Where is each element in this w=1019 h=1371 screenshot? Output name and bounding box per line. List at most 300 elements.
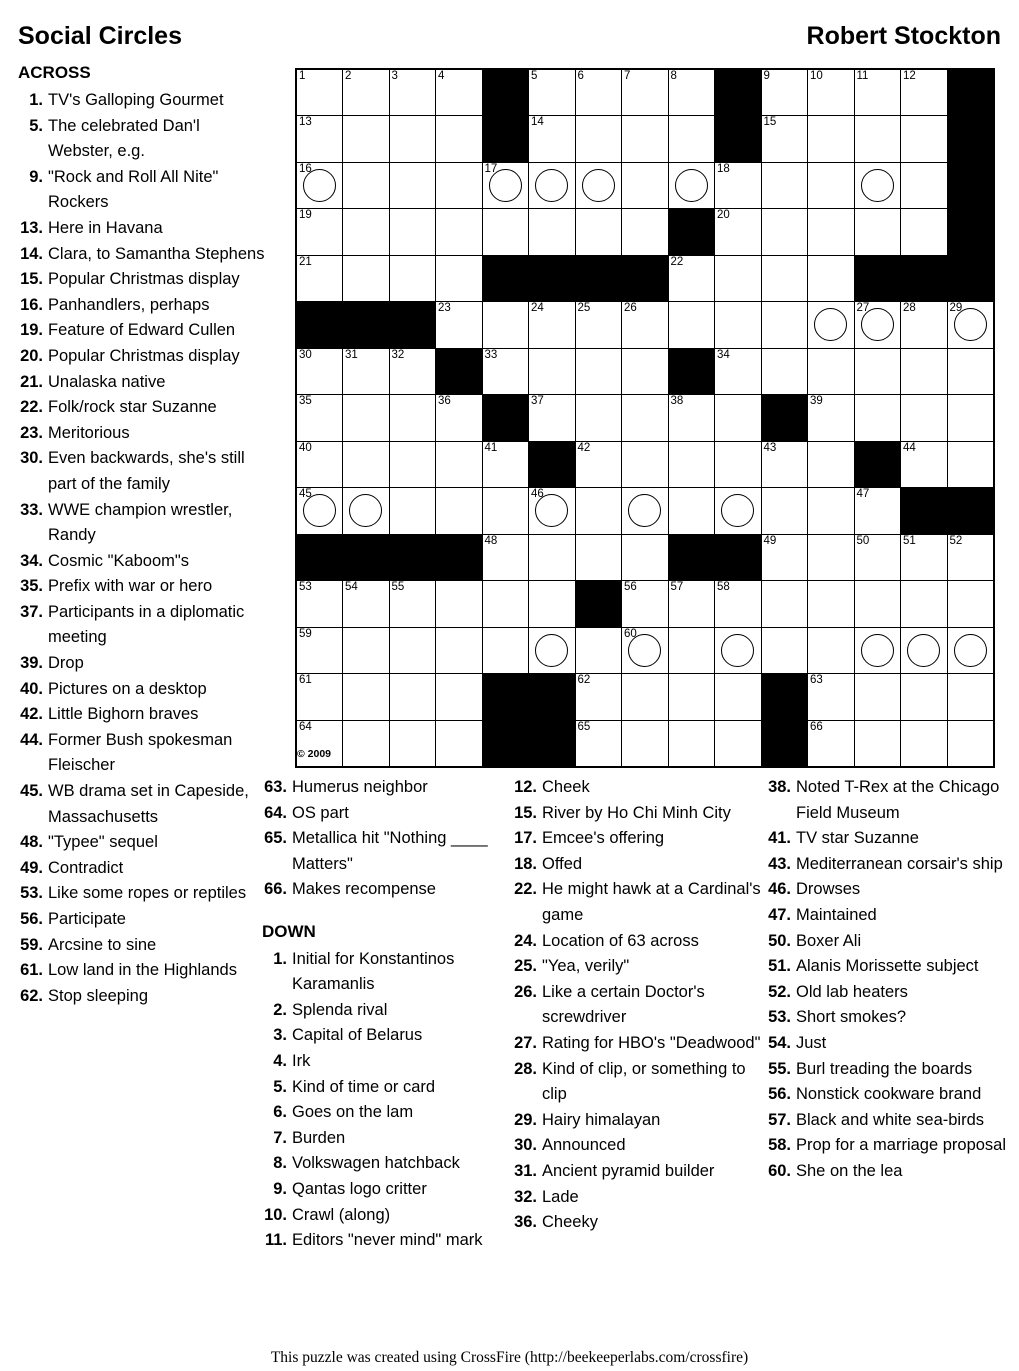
grid-cell-number: 1	[299, 70, 306, 82]
grid-cell[interactable]	[715, 581, 762, 628]
grid-cell[interactable]	[575, 534, 622, 581]
grid-cell-block	[668, 348, 715, 395]
clue-item[interactable]	[18, 958, 268, 984]
grid-cell[interactable]	[389, 162, 436, 209]
grid-cell-block	[715, 69, 762, 116]
clue-item[interactable]	[766, 1108, 1011, 1134]
grid-cell[interactable]	[296, 69, 343, 116]
grid-cell[interactable]	[761, 116, 808, 163]
grid-cell[interactable]	[668, 488, 715, 535]
grid-cell[interactable]	[854, 69, 901, 116]
grid-cell[interactable]	[901, 116, 948, 163]
grid-cell[interactable]	[389, 627, 436, 674]
clue-item[interactable]	[766, 826, 1011, 852]
clue-item[interactable]	[766, 775, 1011, 826]
grid-cell[interactable]	[389, 116, 436, 163]
grid-cell[interactable]	[901, 720, 948, 767]
grid-cell[interactable]	[622, 162, 669, 209]
grid-cell[interactable]	[296, 209, 343, 256]
grid-cell[interactable]	[901, 581, 948, 628]
clue-item[interactable]	[512, 980, 764, 1031]
grid-cell[interactable]	[808, 441, 855, 488]
clue-item[interactable]	[18, 651, 268, 677]
grid-cell[interactable]	[296, 395, 343, 442]
grid-cell[interactable]	[436, 720, 483, 767]
grid-cell[interactable]	[761, 209, 808, 256]
grid-cell[interactable]	[715, 209, 762, 256]
clue-item[interactable]	[262, 1126, 510, 1152]
grid-cell[interactable]	[436, 488, 483, 535]
grid-cell[interactable]	[854, 627, 901, 674]
grid-cell[interactable]	[761, 581, 808, 628]
clue-item[interactable]	[18, 984, 268, 1010]
clue-item[interactable]	[18, 242, 268, 268]
grid-cell[interactable]	[622, 627, 669, 674]
grid-cell[interactable]	[761, 627, 808, 674]
grid-cell[interactable]	[482, 209, 529, 256]
clue-item[interactable]	[512, 775, 764, 801]
grid-cell-number: 27	[856, 302, 870, 314]
clue-item[interactable]	[766, 1133, 1011, 1159]
grid-cell[interactable]	[808, 116, 855, 163]
grid-cell[interactable]	[296, 488, 343, 535]
grid-cell[interactable]	[761, 348, 808, 395]
grid-cell[interactable]	[761, 441, 808, 488]
grid-cell-block	[761, 395, 808, 442]
clue-item[interactable]	[766, 929, 1011, 955]
grid-cell[interactable]	[808, 581, 855, 628]
grid-cell[interactable]	[901, 209, 948, 256]
grid-cell[interactable]	[854, 720, 901, 767]
grid-cell[interactable]	[622, 720, 669, 767]
grid-cell[interactable]	[343, 162, 390, 209]
grid-cell[interactable]	[575, 116, 622, 163]
grid-cell[interactable]	[808, 488, 855, 535]
clue-item[interactable]	[512, 929, 764, 955]
grid-cell[interactable]	[622, 209, 669, 256]
grid-cell[interactable]	[854, 395, 901, 442]
circle-marker-icon	[721, 494, 754, 527]
grid-cell[interactable]	[947, 720, 994, 767]
grid-cell[interactable]	[808, 395, 855, 442]
grid-cell[interactable]	[901, 395, 948, 442]
grid-cell[interactable]	[343, 627, 390, 674]
clue-item[interactable]	[262, 1100, 510, 1126]
clue-item[interactable]	[18, 88, 268, 114]
grid-cell[interactable]	[668, 116, 715, 163]
grid-cell[interactable]	[529, 162, 576, 209]
clue-item[interactable]	[766, 954, 1011, 980]
clue-item[interactable]	[262, 1049, 510, 1075]
grid-cell[interactable]	[715, 395, 762, 442]
grid-cell-block	[668, 209, 715, 256]
grid-cell[interactable]	[854, 488, 901, 535]
clue-item[interactable]	[512, 954, 764, 980]
grid-cell[interactable]	[296, 581, 343, 628]
grid-cell[interactable]	[947, 581, 994, 628]
grid-cell[interactable]	[715, 162, 762, 209]
clue-text: "Typee" sequel	[48, 833, 158, 852]
grid-cell[interactable]	[808, 348, 855, 395]
grid-row	[296, 581, 994, 628]
grid-cell[interactable]	[668, 581, 715, 628]
grid-cell-number: 13	[299, 116, 312, 128]
clue-number: 29.	[514, 1110, 537, 1129]
clue-item[interactable]	[262, 1203, 510, 1229]
clue-number: 43.	[768, 854, 791, 873]
clue-item[interactable]	[766, 1159, 1011, 1185]
grid-cell[interactable]	[622, 395, 669, 442]
grid-cell-block	[575, 255, 622, 302]
grid-cell[interactable]	[622, 116, 669, 163]
grid-cell[interactable]	[901, 441, 948, 488]
grid-cell[interactable]	[343, 720, 390, 767]
grid-cell[interactable]	[389, 488, 436, 535]
clue-item[interactable]	[18, 677, 268, 703]
clue-item[interactable]	[18, 907, 268, 933]
grid-cell[interactable]	[389, 209, 436, 256]
clue-item[interactable]	[18, 370, 268, 396]
grid-cell[interactable]	[575, 348, 622, 395]
grid-cell[interactable]	[436, 441, 483, 488]
grid-cell[interactable]	[343, 209, 390, 256]
grid-cell[interactable]	[436, 116, 483, 163]
clue-item[interactable]	[18, 779, 268, 830]
grid-cell[interactable]	[529, 348, 576, 395]
grid-cell[interactable]	[901, 534, 948, 581]
clue-item[interactable]	[512, 1159, 764, 1185]
clue-item[interactable]	[262, 1023, 510, 1049]
clue-item[interactable]	[262, 998, 510, 1024]
grid-cell[interactable]	[622, 674, 669, 721]
clue-item[interactable]	[766, 852, 1011, 878]
grid-cell[interactable]	[808, 627, 855, 674]
clue-item[interactable]	[18, 574, 268, 600]
grid-cell[interactable]	[343, 255, 390, 302]
grid-cell-number: 15	[763, 116, 777, 128]
grid-cell[interactable]	[901, 69, 948, 116]
grid-cell[interactable]	[668, 69, 715, 116]
grid-cell[interactable]	[343, 488, 390, 535]
grid-cell[interactable]	[715, 348, 762, 395]
grid-cell[interactable]	[575, 69, 622, 116]
grid-cell[interactable]	[901, 162, 948, 209]
grid-cell[interactable]	[622, 534, 669, 581]
grid-cell[interactable]	[715, 488, 762, 535]
grid-cell-number: 11	[856, 70, 869, 82]
grid-cell[interactable]	[436, 302, 483, 349]
grid-cell[interactable]	[668, 627, 715, 674]
grid-cell[interactable]	[901, 674, 948, 721]
grid-cell[interactable]	[622, 348, 669, 395]
grid-cell[interactable]	[436, 581, 483, 628]
grid-cell[interactable]	[389, 720, 436, 767]
grid-cell[interactable]	[482, 488, 529, 535]
grid-cell[interactable]	[854, 302, 901, 349]
clue-item[interactable]	[18, 856, 268, 882]
grid-cell[interactable]	[343, 116, 390, 163]
grid-cell[interactable]	[575, 441, 622, 488]
grid-cell-number: 26	[624, 302, 637, 314]
clue-item[interactable]	[766, 1057, 1011, 1083]
grid-cell[interactable]	[622, 441, 669, 488]
grid-cell[interactable]	[947, 441, 994, 488]
grid-cell[interactable]	[947, 534, 994, 581]
grid-cell[interactable]	[947, 627, 994, 674]
grid-cell[interactable]	[389, 348, 436, 395]
clue-text: Old lab heaters	[796, 982, 908, 1001]
grid-cell[interactable]	[296, 627, 343, 674]
grid-cell[interactable]	[436, 162, 483, 209]
clue-item[interactable]	[766, 1082, 1011, 1108]
grid-cell[interactable]	[389, 581, 436, 628]
grid-cell[interactable]	[761, 302, 808, 349]
clue-item[interactable]	[18, 600, 268, 651]
clue-number: 35.	[20, 577, 43, 596]
grid-cell[interactable]	[808, 302, 855, 349]
clue-item[interactable]	[18, 216, 268, 242]
grid-cell[interactable]	[761, 488, 808, 535]
clue-item[interactable]	[18, 293, 268, 319]
grid-cell[interactable]	[761, 69, 808, 116]
grid-cell[interactable]	[529, 581, 576, 628]
clue-item[interactable]	[262, 1075, 510, 1101]
grid-cell[interactable]	[854, 534, 901, 581]
grid-cell-block	[482, 255, 529, 302]
grid-cell[interactable]	[808, 209, 855, 256]
clue-text: Feature of Edward Cullen	[48, 321, 236, 340]
clue-item[interactable]	[18, 933, 268, 959]
clue-item[interactable]	[262, 826, 510, 877]
grid-cell[interactable]	[761, 162, 808, 209]
grid-cell[interactable]	[808, 255, 855, 302]
grid-cell[interactable]	[854, 162, 901, 209]
grid-cell[interactable]	[947, 674, 994, 721]
grid-cell[interactable]	[668, 441, 715, 488]
grid-cell[interactable]	[529, 395, 576, 442]
grid-row	[296, 69, 994, 116]
grid-cell[interactable]	[622, 581, 669, 628]
clue-item[interactable]	[262, 775, 510, 801]
clue-item[interactable]	[766, 1005, 1011, 1031]
clue-item[interactable]	[18, 702, 268, 728]
grid-cell-number: 62	[577, 674, 591, 686]
grid-cell[interactable]	[436, 674, 483, 721]
grid-cell-number: 2	[345, 70, 352, 82]
grid-cell[interactable]	[808, 162, 855, 209]
grid-cell[interactable]	[575, 720, 622, 767]
grid-cell[interactable]	[529, 302, 576, 349]
clue-item[interactable]	[512, 801, 764, 827]
grid-cell[interactable]	[947, 348, 994, 395]
clue-item[interactable]	[512, 826, 764, 852]
grid-cell-block	[761, 720, 808, 767]
grid-cell[interactable]	[668, 255, 715, 302]
clue-item[interactable]	[766, 1031, 1011, 1057]
clue-item[interactable]	[18, 318, 268, 344]
clue-item[interactable]	[512, 1031, 764, 1057]
grid-cell[interactable]	[854, 116, 901, 163]
grid-cell[interactable]	[296, 162, 343, 209]
clue-item[interactable]	[18, 830, 268, 856]
clue-item[interactable]	[512, 1210, 764, 1236]
grid-cell[interactable]	[389, 674, 436, 721]
clue-item[interactable]	[18, 498, 268, 549]
clue-item[interactable]	[766, 903, 1011, 929]
clue-text: Cheek	[542, 778, 590, 796]
clue-number: 8.	[273, 1154, 287, 1173]
grid-cell[interactable]	[343, 395, 390, 442]
clue-item[interactable]	[18, 421, 268, 447]
grid-cell[interactable]	[575, 674, 622, 721]
grid-cell[interactable]	[715, 441, 762, 488]
clue-item[interactable]	[512, 1185, 764, 1211]
grid-cell[interactable]	[436, 395, 483, 442]
clue-item[interactable]	[512, 1108, 764, 1134]
clue-item[interactable]	[18, 344, 268, 370]
grid-cell[interactable]	[715, 720, 762, 767]
clue-text: Pictures on a desktop	[48, 679, 207, 698]
grid-cell[interactable]	[529, 534, 576, 581]
grid-cell[interactable]	[436, 209, 483, 256]
clue-item[interactable]	[18, 165, 268, 216]
clue-text: "Yea, verily"	[542, 957, 630, 976]
grid-cell[interactable]	[901, 302, 948, 349]
grid-cell[interactable]	[482, 162, 529, 209]
grid-cell[interactable]	[296, 348, 343, 395]
grid-cell[interactable]	[622, 488, 669, 535]
grid-cell[interactable]	[668, 302, 715, 349]
clue-item[interactable]	[262, 877, 510, 903]
clue-item[interactable]	[18, 446, 268, 497]
clue-item[interactable]	[262, 947, 510, 998]
grid-cell[interactable]	[389, 441, 436, 488]
grid-row	[296, 627, 994, 674]
grid-cell[interactable]	[343, 69, 390, 116]
grid-cell[interactable]	[529, 488, 576, 535]
clue-item[interactable]	[766, 877, 1011, 903]
grid-cell[interactable]	[575, 627, 622, 674]
circle-marker-icon	[954, 634, 987, 667]
grid-cell[interactable]	[854, 348, 901, 395]
clue-number: 44.	[20, 730, 43, 749]
clue-item[interactable]	[18, 549, 268, 575]
grid-cell[interactable]	[575, 162, 622, 209]
grid-cell[interactable]	[668, 395, 715, 442]
grid-cell[interactable]	[715, 627, 762, 674]
clue-item[interactable]	[766, 980, 1011, 1006]
grid-cell[interactable]	[296, 116, 343, 163]
grid-cell[interactable]	[529, 69, 576, 116]
clue-number: 31.	[514, 1161, 537, 1180]
grid-cell[interactable]	[947, 395, 994, 442]
grid-cell[interactable]	[808, 720, 855, 767]
grid-cell-block	[947, 255, 994, 302]
grid-cell[interactable]	[761, 255, 808, 302]
grid-cell[interactable]	[575, 302, 622, 349]
grid-cell[interactable]	[668, 674, 715, 721]
grid-cell[interactable]	[854, 674, 901, 721]
grid-cell[interactable]	[389, 255, 436, 302]
grid-cell[interactable]	[761, 534, 808, 581]
grid-cell[interactable]	[389, 69, 436, 116]
clue-item[interactable]	[18, 728, 268, 779]
grid-cell[interactable]	[436, 627, 483, 674]
clue-item[interactable]	[512, 1133, 764, 1159]
grid-cell[interactable]	[529, 116, 576, 163]
grid-cell[interactable]	[482, 302, 529, 349]
grid-cell[interactable]	[529, 627, 576, 674]
clue-text: Qantas logo critter	[292, 1179, 427, 1198]
grid-cell[interactable]	[343, 581, 390, 628]
grid-cell[interactable]	[296, 441, 343, 488]
grid-cell[interactable]	[529, 209, 576, 256]
grid-cell[interactable]	[482, 627, 529, 674]
grid-cell[interactable]	[715, 255, 762, 302]
grid-cell[interactable]	[808, 534, 855, 581]
grid-cell[interactable]	[901, 627, 948, 674]
grid-cell[interactable]	[808, 674, 855, 721]
grid-cell[interactable]	[436, 69, 483, 116]
clue-item[interactable]	[18, 395, 268, 421]
grid-cell[interactable]	[901, 348, 948, 395]
grid-cell[interactable]	[668, 720, 715, 767]
grid-cell[interactable]	[482, 534, 529, 581]
grid-cell[interactable]	[854, 209, 901, 256]
clue-item[interactable]	[512, 852, 764, 878]
clue-text: Boxer Ali	[796, 931, 862, 950]
grid-cell[interactable]	[622, 302, 669, 349]
grid-cell[interactable]	[668, 162, 715, 209]
clue-number: 28.	[514, 1059, 537, 1078]
grid-cell[interactable]	[436, 255, 483, 302]
grid-cell[interactable]	[389, 395, 436, 442]
clue-item[interactable]	[262, 1177, 510, 1203]
grid-cell[interactable]	[482, 581, 529, 628]
grid-cell[interactable]	[296, 255, 343, 302]
grid-cell[interactable]	[343, 348, 390, 395]
grid-cell[interactable]	[715, 302, 762, 349]
clue-item[interactable]	[262, 1228, 510, 1254]
grid-cell[interactable]	[343, 674, 390, 721]
grid-cell-number: 31	[345, 348, 358, 361]
grid-cell[interactable]	[575, 209, 622, 256]
grid-cell[interactable]	[296, 674, 343, 721]
clue-item[interactable]	[262, 801, 510, 827]
grid-cell-block	[715, 116, 762, 163]
clue-item[interactable]	[18, 881, 268, 907]
clue-item[interactable]	[512, 877, 764, 928]
clue-number: 12.	[514, 778, 537, 796]
clue-item[interactable]	[262, 1151, 510, 1177]
clue-item[interactable]	[18, 267, 268, 293]
down-heading: DOWN	[262, 921, 316, 941]
clue-item[interactable]	[512, 1057, 764, 1108]
grid-cell[interactable]	[715, 674, 762, 721]
grid-cell[interactable]	[575, 395, 622, 442]
grid-cell[interactable]	[482, 441, 529, 488]
grid-cell[interactable]	[482, 348, 529, 395]
grid-cell[interactable]	[343, 441, 390, 488]
grid-cell[interactable]	[622, 69, 669, 116]
grid-cell[interactable]	[947, 302, 994, 349]
clue-item[interactable]	[18, 114, 268, 165]
grid-cell[interactable]	[808, 69, 855, 116]
grid-cell[interactable]	[575, 488, 622, 535]
grid-cell[interactable]	[854, 581, 901, 628]
grid-cell-block	[529, 720, 576, 767]
crossword-grid[interactable]	[295, 68, 995, 768]
